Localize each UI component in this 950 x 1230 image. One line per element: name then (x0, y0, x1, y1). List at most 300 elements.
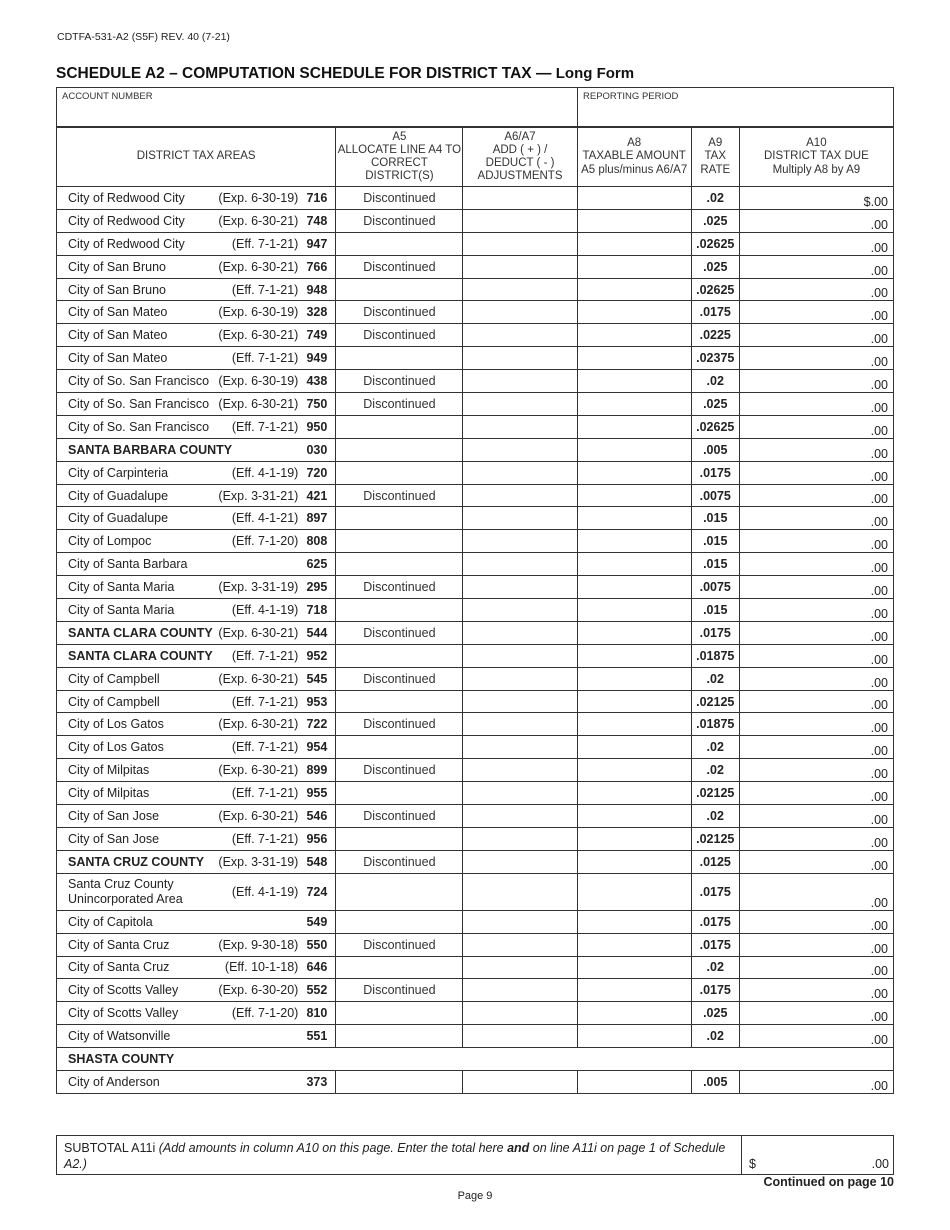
district-area-cell (57, 553, 336, 576)
a5-allocation-cell[interactable] (336, 1002, 463, 1025)
a67-adjustment-cell[interactable] (463, 850, 577, 873)
a9-tax-rate-cell: .0075 (691, 484, 739, 507)
table-row (57, 667, 894, 690)
a10-tax-due-cell[interactable]: .00 (739, 873, 893, 910)
col-header-a8: A8 TAXABLE AMOUNT A5 plus/minus A6/A7 (577, 128, 691, 187)
a8-taxable-amount-cell[interactable] (577, 461, 691, 484)
a8-taxable-amount-cell[interactable] (577, 278, 691, 301)
a9-tax-rate-cell: .015 (691, 507, 739, 530)
a8-taxable-amount-cell[interactable] (577, 979, 691, 1002)
a8-taxable-amount-cell[interactable] (577, 599, 691, 622)
district-code: 748 (306, 213, 328, 228)
table-row (57, 805, 894, 828)
a67-adjustment-cell[interactable] (463, 553, 577, 576)
district-code: 766 (306, 259, 328, 274)
district-code: 546 (306, 808, 328, 823)
subtotal-instruction-2: on line A11i on page 1 of Schedule A2.) (64, 1141, 726, 1172)
a9-tax-rate-cell: .02 (691, 759, 739, 782)
a5-allocation-cell[interactable] (336, 1025, 463, 1048)
a8-taxable-amount-cell[interactable] (577, 438, 691, 461)
a67-adjustment-cell[interactable] (463, 530, 577, 553)
district-area-cell (57, 873, 336, 910)
a9-tax-rate-cell: .015 (691, 599, 739, 622)
district-area-cell (57, 782, 336, 805)
a67-adjustment-cell[interactable] (463, 759, 577, 782)
a67-adjustment-cell[interactable] (463, 278, 577, 301)
a67-adjustment-cell[interactable] (463, 1070, 577, 1093)
a67-adjustment-cell[interactable] (463, 1025, 577, 1048)
table-row (57, 438, 894, 461)
a5-allocation-cell[interactable] (336, 438, 463, 461)
a10-tax-due-cell[interactable]: .00 (739, 347, 893, 370)
a67-adjustment-cell[interactable] (463, 393, 577, 416)
a8-taxable-amount-cell[interactable] (577, 232, 691, 255)
a9-tax-rate-cell: .02125 (691, 827, 739, 850)
a8-taxable-amount-cell[interactable] (577, 690, 691, 713)
a8-taxable-amount-cell[interactable] (577, 736, 691, 759)
a67-adjustment-cell[interactable] (463, 805, 577, 828)
district-code: 544 (306, 625, 328, 640)
effective-date: (Exp. 6-30-21) (218, 717, 299, 732)
a10-tax-due-cell[interactable]: .00 (739, 736, 893, 759)
district-area-cell (57, 278, 336, 301)
a10-tax-due-cell[interactable]: .00 (739, 507, 893, 530)
district-code: 552 (306, 983, 328, 998)
a10-tax-due-cell[interactable]: .00 (739, 782, 893, 805)
a5-allocation-cell[interactable] (336, 461, 463, 484)
district-name: City of San Bruno (68, 259, 166, 274)
a67-adjustment-cell[interactable] (463, 933, 577, 956)
a5-allocation-cell: Discontinued (336, 209, 463, 232)
district-code: 810 (306, 1006, 328, 1021)
a8-taxable-amount-cell[interactable] (577, 187, 691, 210)
a5-allocation-cell[interactable] (336, 553, 463, 576)
district-name: City of Los Gatos (68, 740, 164, 755)
a67-adjustment-cell[interactable] (463, 438, 577, 461)
district-name: City of Anderson (68, 1074, 160, 1089)
a67-adjustment-cell[interactable] (463, 1002, 577, 1025)
a5-allocation-cell[interactable] (336, 873, 463, 910)
table-row (57, 187, 894, 210)
district-area-cell (57, 324, 336, 347)
table-row (57, 278, 894, 301)
a67-adjustment-cell[interactable] (463, 713, 577, 736)
district-name: City of Guadalupe (68, 511, 169, 526)
a10-tax-due-cell[interactable]: .00 (739, 484, 893, 507)
table-row (57, 759, 894, 782)
district-name: City of Campbell (68, 694, 160, 709)
a5-allocation-cell[interactable] (336, 827, 463, 850)
a67-adjustment-cell[interactable] (463, 782, 577, 805)
table-row (57, 530, 894, 553)
a5-allocation-cell: Discontinued (336, 370, 463, 393)
a10-tax-due-cell[interactable]: .00 (739, 1025, 893, 1048)
a8-taxable-amount-cell[interactable] (577, 667, 691, 690)
a9-tax-rate-cell: .02625 (691, 278, 739, 301)
table-row (57, 370, 894, 393)
district-code: 954 (306, 740, 328, 755)
subtotal-amount-field[interactable] (741, 1136, 895, 1174)
effective-date: (Exp. 6-30-20) (218, 983, 299, 998)
a10-tax-due-cell[interactable]: .00 (739, 621, 893, 644)
table-row (57, 347, 894, 370)
col-header-a5: A5 ALLOCATE LINE A4 TO CORRECT DISTRICT(S) (336, 128, 463, 187)
a9-tax-rate-cell: .01875 (691, 713, 739, 736)
effective-date: (Eff. 7-1-21) (231, 236, 299, 251)
a67-adjustment-cell[interactable] (463, 873, 577, 910)
district-area-cell (57, 805, 336, 828)
a8-taxable-amount-cell[interactable] (577, 759, 691, 782)
effective-date: (Exp. 6-30-19) (218, 190, 299, 205)
a67-adjustment-cell[interactable] (463, 644, 577, 667)
effective-date: (Eff. 7-1-21) (231, 282, 299, 297)
a8-taxable-amount-cell[interactable] (577, 393, 691, 416)
district-code: 955 (306, 786, 328, 801)
subtotal-instruction-and: and (507, 1141, 530, 1155)
district-area-cell (57, 576, 336, 599)
a10-tax-due-cell[interactable]: .00 (739, 713, 893, 736)
a67-adjustment-cell[interactable] (463, 910, 577, 933)
a10-tax-due-cell[interactable]: .00 (739, 956, 893, 979)
district-name: City of Campbell (68, 671, 160, 686)
a10-tax-due-cell[interactable]: .00 (739, 910, 893, 933)
a8-taxable-amount-cell[interactable] (577, 255, 691, 278)
a5-allocation-cell[interactable] (336, 1070, 463, 1093)
a5-allocation-cell[interactable] (336, 530, 463, 553)
a67-adjustment-cell[interactable] (463, 956, 577, 979)
district-area-cell (57, 1025, 336, 1048)
account-number-field[interactable] (57, 88, 578, 126)
a9-tax-rate-cell: .0175 (691, 621, 739, 644)
a10-tax-due-cell[interactable]: .00 (739, 209, 893, 232)
a10-tax-due-cell[interactable]: $.00 (739, 187, 893, 210)
district-area-cell (57, 599, 336, 622)
district-name: Santa Cruz County Unincorporated Area (68, 876, 183, 906)
reporting-period-label: REPORTING PERIOD (583, 91, 679, 102)
district-code: 956 (306, 831, 328, 846)
a5-allocation-cell: Discontinued (336, 393, 463, 416)
a5-allocation-cell: Discontinued (336, 187, 463, 210)
district-area-cell (57, 1070, 336, 1093)
a9-tax-rate-cell: .01875 (691, 644, 739, 667)
a5-allocation-cell: Discontinued (336, 979, 463, 1002)
a10-tax-due-cell[interactable]: .00 (739, 393, 893, 416)
a67-adjustment-cell[interactable] (463, 255, 577, 278)
table-row (57, 1025, 894, 1048)
district-name: SANTA CLARA COUNTY (68, 648, 213, 663)
a10-tax-due-cell[interactable]: .00 (739, 1002, 893, 1025)
district-code: 952 (306, 648, 328, 663)
col-header-a67: A6/A7 ADD ( + ) / DEDUCT ( - ) ADJUSTMENTS (463, 128, 577, 187)
a10-tax-due-cell[interactable]: .00 (739, 232, 893, 255)
a5-allocation-cell: Discontinued (336, 576, 463, 599)
effective-date: (Exp. 6-30-21) (218, 396, 299, 411)
district-code: 718 (306, 602, 328, 617)
a8-taxable-amount-cell[interactable] (577, 644, 691, 667)
a67-adjustment-cell[interactable] (463, 736, 577, 759)
district-name: City of San Mateo (68, 305, 168, 320)
table-row (57, 553, 894, 576)
district-code: 716 (306, 190, 328, 205)
a8-taxable-amount-cell[interactable] (577, 873, 691, 910)
district-area-cell (57, 507, 336, 530)
a67-adjustment-cell[interactable] (463, 979, 577, 1002)
a5-allocation-cell: Discontinued (336, 759, 463, 782)
effective-date: (Exp. 3-31-19) (218, 854, 299, 869)
table-row (57, 933, 894, 956)
district-name: City of San Jose (68, 831, 160, 846)
a67-adjustment-cell[interactable] (463, 484, 577, 507)
district-tax-table (56, 127, 894, 1094)
district-code: 750 (306, 396, 328, 411)
district-name: City of Los Gatos (68, 717, 164, 732)
account-number-label: ACCOUNT NUMBER (62, 91, 153, 102)
effective-date: (Eff. 4-1-19) (231, 884, 299, 899)
a9-tax-rate-cell: .02 (691, 956, 739, 979)
a67-adjustment-cell[interactable] (463, 187, 577, 210)
a8-taxable-amount-cell[interactable] (577, 530, 691, 553)
a67-adjustment-cell[interactable] (463, 507, 577, 530)
district-code: 950 (306, 419, 328, 434)
col-header-a9: A9 TAX RATE (691, 128, 739, 187)
reporting-period-field[interactable] (578, 88, 683, 105)
district-code: 421 (306, 488, 328, 503)
a67-adjustment-cell[interactable] (463, 209, 577, 232)
table-body (57, 187, 894, 1094)
a5-allocation-cell[interactable] (336, 736, 463, 759)
district-area-cell (57, 713, 336, 736)
table-row (57, 690, 894, 713)
district-code: 646 (306, 960, 328, 975)
a8-taxable-amount-cell[interactable] (577, 713, 691, 736)
a10-tax-due-cell[interactable]: .00 (739, 370, 893, 393)
a9-tax-rate-cell: .0175 (691, 461, 739, 484)
a9-tax-rate-cell: .005 (691, 438, 739, 461)
district-code: 948 (306, 282, 328, 297)
a8-taxable-amount-cell[interactable] (577, 484, 691, 507)
effective-date: (Eff. 7-1-21) (231, 351, 299, 366)
district-area-cell (57, 393, 336, 416)
a8-taxable-amount-cell[interactable] (577, 324, 691, 347)
a10-tax-due-cell[interactable]: .00 (739, 438, 893, 461)
a10-tax-due-cell[interactable]: .00 (739, 301, 893, 324)
a67-adjustment-cell[interactable] (463, 576, 577, 599)
a8-taxable-amount-cell[interactable] (577, 621, 691, 644)
effective-date: (Exp. 6-30-21) (218, 213, 299, 228)
effective-date: (Eff. 7-1-21) (231, 419, 299, 434)
a9-tax-rate-cell: .02 (691, 1025, 739, 1048)
a5-allocation-cell[interactable] (336, 507, 463, 530)
a67-adjustment-cell[interactable] (463, 301, 577, 324)
district-name: City of Redwood City (68, 190, 185, 205)
table-row (57, 301, 894, 324)
a67-adjustment-cell[interactable] (463, 690, 577, 713)
a8-taxable-amount-cell[interactable] (577, 576, 691, 599)
a5-allocation-cell[interactable] (336, 644, 463, 667)
a9-tax-rate-cell: .02 (691, 187, 739, 210)
page-number: Page 9 (457, 1190, 493, 1202)
district-code: 953 (306, 694, 328, 709)
table-row (57, 644, 894, 667)
effective-date: (Eff. 4-1-19) (231, 465, 299, 480)
table-row (57, 850, 894, 873)
effective-date: (Exp. 9-30-18) (218, 937, 299, 952)
page-title (56, 65, 634, 83)
district-code: 808 (306, 534, 328, 549)
district-name: City of Redwood City (68, 236, 185, 251)
a10-tax-due-cell[interactable]: .00 (739, 278, 893, 301)
a67-adjustment-cell[interactable] (463, 324, 577, 347)
a5-allocation-cell[interactable] (336, 956, 463, 979)
title-main: SCHEDULE A2 – COMPUTATION SCHEDULE FOR DISTRICT TAX — (56, 65, 552, 82)
effective-date: (Eff. 7-1-21) (231, 786, 299, 801)
a8-taxable-amount-cell[interactable] (577, 347, 691, 370)
a8-taxable-amount-cell[interactable] (577, 850, 691, 873)
a8-taxable-amount-cell[interactable] (577, 507, 691, 530)
a5-allocation-cell: Discontinued (336, 621, 463, 644)
a10-tax-due-cell[interactable]: .00 (739, 759, 893, 782)
a5-allocation-cell[interactable] (336, 415, 463, 438)
a10-tax-due-cell[interactable]: .00 (739, 979, 893, 1002)
a67-adjustment-cell[interactable] (463, 347, 577, 370)
a67-adjustment-cell[interactable] (463, 415, 577, 438)
a10-tax-due-cell[interactable]: .00 (739, 805, 893, 828)
a67-adjustment-cell[interactable] (463, 461, 577, 484)
a8-taxable-amount-cell[interactable] (577, 301, 691, 324)
a5-allocation-cell: Discontinued (336, 667, 463, 690)
effective-date: (Eff. 4-1-19) (231, 602, 299, 617)
a8-taxable-amount-cell[interactable] (577, 1025, 691, 1048)
district-name: City of Capitola (68, 914, 153, 929)
a8-taxable-amount-cell[interactable] (577, 415, 691, 438)
a10-tax-due-cell[interactable]: .00 (739, 667, 893, 690)
a10-tax-due-cell[interactable]: .00 (739, 415, 893, 438)
district-name: City of Santa Barbara (68, 557, 188, 572)
table-row (57, 255, 894, 278)
district-code: 949 (306, 351, 328, 366)
a8-taxable-amount-cell[interactable] (577, 370, 691, 393)
effective-date: (Eff. 7-1-21) (231, 648, 299, 663)
effective-date: (Eff. 7-1-21) (231, 694, 299, 709)
table-row (57, 736, 894, 759)
a8-taxable-amount-cell[interactable] (577, 956, 691, 979)
a10-tax-due-cell[interactable]: .00 (739, 530, 893, 553)
a9-tax-rate-cell: .02625 (691, 415, 739, 438)
table-row (57, 1048, 894, 1071)
a8-taxable-amount-cell[interactable] (577, 209, 691, 232)
effective-date: (Exp. 6-30-21) (218, 763, 299, 778)
a10-tax-due-cell[interactable]: .00 (739, 644, 893, 667)
effective-date: (Eff. 7-1-21) (231, 740, 299, 755)
a67-adjustment-cell[interactable] (463, 232, 577, 255)
a5-allocation-cell[interactable] (336, 347, 463, 370)
district-area-cell (57, 736, 336, 759)
a10-tax-due-cell[interactable]: .00 (739, 576, 893, 599)
table-row (57, 576, 894, 599)
district-area-cell (57, 347, 336, 370)
a10-tax-due-cell[interactable]: .00 (739, 827, 893, 850)
district-name: City of Watsonville (68, 1029, 171, 1044)
table-row (57, 979, 894, 1002)
a8-taxable-amount-cell[interactable] (577, 910, 691, 933)
district-name: City of Scotts Valley (68, 983, 179, 998)
a8-taxable-amount-cell[interactable] (577, 933, 691, 956)
a5-allocation-cell[interactable] (336, 782, 463, 805)
effective-date: (Exp. 3-31-21) (218, 488, 299, 503)
table-header-row (57, 128, 894, 187)
effective-date: (Eff. 7-1-20) (231, 534, 299, 549)
district-area-cell (57, 438, 336, 461)
table-row (57, 1070, 894, 1093)
table-row (57, 621, 894, 644)
a5-allocation-cell[interactable] (336, 232, 463, 255)
district-name: City of So. San Francisco (68, 374, 210, 389)
district-name: City of Guadalupe (68, 488, 169, 503)
a10-tax-due-cell[interactable]: .00 (739, 553, 893, 576)
effective-date: (Exp. 6-30-21) (218, 625, 299, 640)
a5-allocation-cell: Discontinued (336, 255, 463, 278)
a10-tax-due-cell[interactable]: .00 (739, 599, 893, 622)
district-code: 749 (306, 328, 328, 343)
table-row (57, 415, 894, 438)
district-name: SHASTA COUNTY (68, 1052, 175, 1066)
district-area-cell (57, 255, 336, 278)
a10-tax-due-cell[interactable]: .00 (739, 461, 893, 484)
a8-taxable-amount-cell[interactable] (577, 782, 691, 805)
district-area-cell (57, 484, 336, 507)
district-code: 328 (306, 305, 328, 320)
a8-taxable-amount-cell[interactable] (577, 553, 691, 576)
a8-taxable-amount-cell[interactable] (577, 1002, 691, 1025)
a8-taxable-amount-cell[interactable] (577, 805, 691, 828)
a67-adjustment-cell[interactable] (463, 599, 577, 622)
district-code: 625 (306, 557, 328, 572)
district-area-cell (57, 690, 336, 713)
a5-allocation-cell: Discontinued (336, 850, 463, 873)
a10-tax-due-cell[interactable]: .00 (739, 255, 893, 278)
district-name: City of Santa Maria (68, 602, 175, 617)
a5-allocation-cell: Discontinued (336, 301, 463, 324)
a67-adjustment-cell[interactable] (463, 370, 577, 393)
a10-tax-due-cell[interactable]: .00 (739, 690, 893, 713)
district-area-cell (57, 621, 336, 644)
a10-tax-due-cell[interactable]: .00 (739, 324, 893, 347)
a8-taxable-amount-cell[interactable] (577, 827, 691, 850)
county-header-cell (57, 1048, 894, 1071)
a5-allocation-cell[interactable] (336, 599, 463, 622)
a67-adjustment-cell[interactable] (463, 827, 577, 850)
a5-allocation-cell[interactable] (336, 690, 463, 713)
district-name: City of Santa Cruz (68, 960, 170, 975)
a67-adjustment-cell[interactable] (463, 621, 577, 644)
a8-taxable-amount-cell[interactable] (577, 1070, 691, 1093)
a9-tax-rate-cell: .02 (691, 370, 739, 393)
a10-tax-due-cell[interactable]: .00 (739, 933, 893, 956)
a9-tax-rate-cell: .02 (691, 805, 739, 828)
district-name: City of Scotts Valley (68, 1006, 179, 1021)
a9-tax-rate-cell: .005 (691, 1070, 739, 1093)
a10-tax-due-cell[interactable]: .00 (739, 850, 893, 873)
table-row (57, 713, 894, 736)
form-id: CDTFA-531-A2 (S5F) REV. 40 (7-21) (57, 31, 230, 43)
a5-allocation-cell[interactable] (336, 910, 463, 933)
a5-allocation-cell[interactable] (336, 278, 463, 301)
district-area-cell (57, 232, 336, 255)
a67-adjustment-cell[interactable] (463, 667, 577, 690)
district-name: City of Santa Cruz (68, 937, 170, 952)
table-row (57, 209, 894, 232)
a10-tax-due-cell[interactable]: .00 (739, 1070, 893, 1093)
